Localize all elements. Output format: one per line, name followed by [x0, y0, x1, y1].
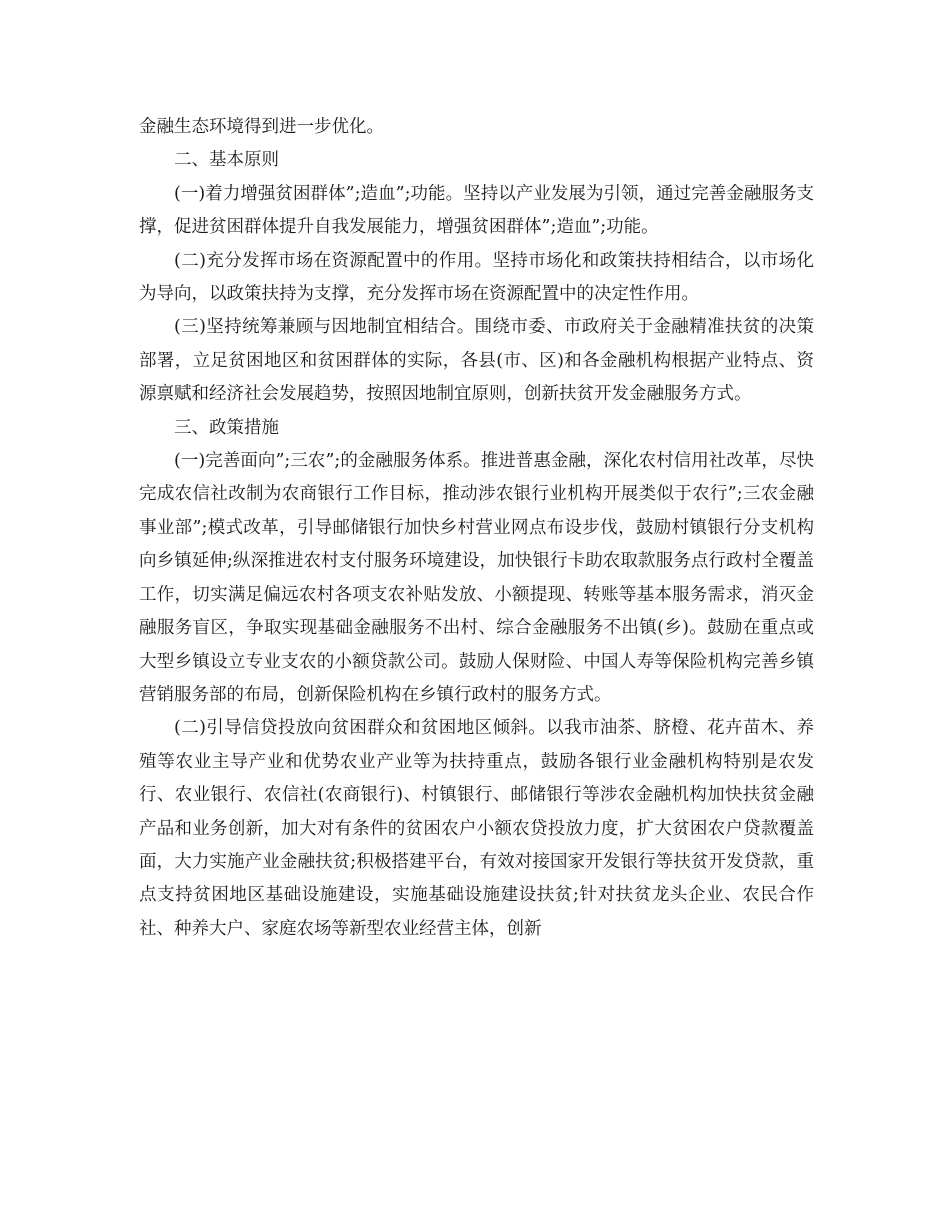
paragraph: (三)坚持统筹兼顾与因地制宜相结合。围绕市委、市政府关于金融精准扶贫的决策部署，立足贫困地区和贫困群体的实际，各县(市、区)和各金融机构根据产业特点、资源禀赋和经济社会发展趋势，按照因地制宜原则，创新扶贫开发金融服务方式。 [139, 317, 814, 405]
paragraph: (一)着力增强贫困群体”;造血”;功能。坚持以产业发展为引领，通过完善金融服务支撑，促进贫困群体提升自我发展能力，增强贫困群体”;造血”;功能。 [139, 183, 814, 238]
paragraph: 金融生态环境得到进一步优化。 [139, 117, 384, 137]
paragraph: (二)引导信贷投放向贫困群众和贫困地区倾斜。以我市油茶、脐橙、花卉苗木、养殖等农业主导产业和优势农业产业等为扶持重点，鼓励各银行业金融机构特别是农发行、农业银行、农信社(农商银行)、村镇银行、邮储银行等涉农金融机构加快扶贫金融产品和业务创新，加大对有条件的贫困农户小额农贷投放力度，扩大贫困农户贷款覆盖面，大力实施产业金融扶贫;积极搭建平台，有效对接国家开发银行等扶贫开发贷款，重点支持贫困地区基础设施建设，实施基础设施建设扶贫;针对扶贫龙头企业、农民合作社、种养大户、家庭农场等新型农业经营主体，创新 [139, 718, 814, 939]
document-body [139, 111, 814, 946]
paragraph: (一)完善面向”;三农”;的金融服务体系。推进普惠金融，深化农村信用社改革，尽快完成农信社改制为农商银行工作目标，推动涉农银行业机构开展类似于农行”;三农金融事业部”;模式改革，引导邮储银行加快乡村营业网点布设步伐，鼓励村镇银行分支机构向乡镇延伸;纵深推进农村支付服务环境建设，加快银行卡助农取款服务点行政村全覆盖工作，切实满足偏远农村各项支农补贴发放、小额提现、转账等基本服务需求，消灭金融服务盲区，争取实现基础金融服务不出村、综合金融服务不出镇(乡)。鼓励在重点或大型乡镇设立专业支农的小额贷款公司。鼓励人保财险、中国人寿等保险机构完善乡镇营销服务部的布局，创新保险机构在乡镇行政村的服务方式。 [139, 451, 814, 705]
section-heading: 二、基本原则 [174, 150, 279, 171]
paragraph: (二)充分发挥市场在资源配置中的作用。坚持市场化和政策扶持相结合，以市场化为导向，以政策扶持为支撑，充分发挥市场在资源配置中的决定性作用。 [139, 250, 814, 305]
section-heading: 三、政策措施 [174, 417, 279, 438]
